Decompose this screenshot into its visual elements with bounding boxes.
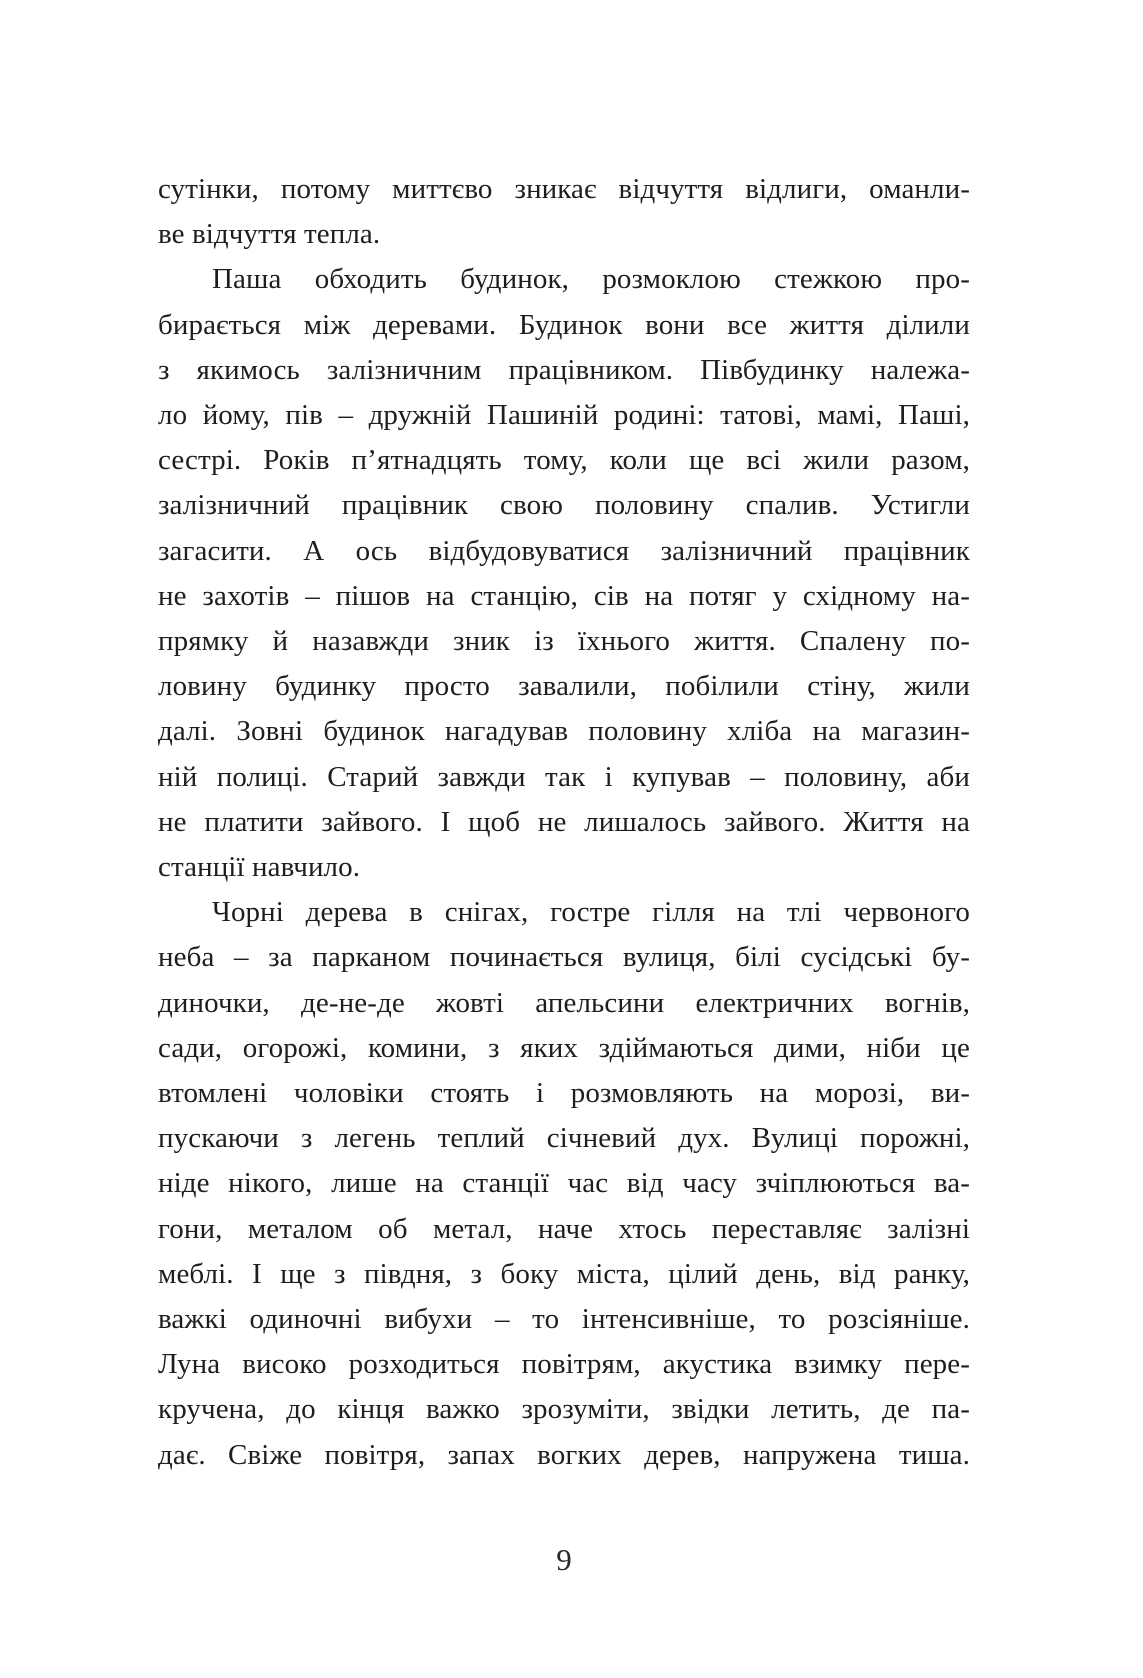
text-line: кручена, до кінця важко зрозуміти, звідки летить, де па- <box>158 1393 970 1426</box>
text-line: дає. Свіже повітря, запах вогких дерев, напружена тиша. <box>158 1438 970 1471</box>
text-line: сутінки, потому миттєво зникає відчуття відлиги, оманли- <box>158 173 970 205</box>
text-line: ніде нікого, лише на станції час від часу зчіплюються ва- <box>158 1167 970 1200</box>
text-line: гони, металом об метал, наче хтось переставляє залізні <box>158 1212 970 1245</box>
text-line: важкі одиночні вибухи – то інтенсивніше, то розсіяніше. <box>158 1303 970 1336</box>
text-line: не платити зайвого. І щоб не лишалось зайвого. Життя на <box>158 805 970 838</box>
text-line: меблі. І ще з півдня, з боку міста, цілий день, від ранку, <box>158 1257 970 1290</box>
text-line: не захотів – пішов на станцію, сів на потяг у східному на- <box>158 579 970 612</box>
text-line: пускаючи з легень теплий січневий дух. Вулиці порожні, <box>158 1122 970 1155</box>
text-line: ловину будинку просто завалили, побілили стіну, жили <box>158 670 970 703</box>
text-line: далі. Зовні будинок нагадував половину хліба на магазин- <box>158 715 970 748</box>
text-line: загасити. А ось відбудовуватися залізничний працівник <box>158 534 970 567</box>
text-line: з якимось залізничним працівником. Півбудинку належа- <box>158 353 970 386</box>
text-line: сестрі. Років п’ятнадцять тому, коли ще всі жили разом, <box>158 444 970 477</box>
body-text <box>158 167 970 1478</box>
text-line: Луна високо розходиться повітрям, акустика взимку пере- <box>158 1348 970 1381</box>
text-line: сади, огорожі, комини, з яких здіймаються дими, ніби це <box>158 1031 970 1064</box>
text-line: диночки, де-не-де жовті апельсини електричних вогнів, <box>158 986 970 1019</box>
text-line: неба – за парканом починається вулиця, білі сусідські бу- <box>158 941 970 974</box>
text-line: ве відчуття тепла. <box>158 218 381 251</box>
text-line: ло йому, пів – дружній Пашиній родині: татові, мамі, Паші, <box>158 399 970 432</box>
page-number: 9 <box>556 1542 572 1577</box>
text-line: бирається між деревами. Будинок вони все життя ділили <box>158 308 970 341</box>
text-line: прямку й назавжди зник із їхнього життя. Спалену по- <box>158 625 970 658</box>
text-line: Паша обходить будинок, розмоклою стежкою про- <box>212 263 970 296</box>
text-line: Чорні дерева в снігах, гостре гілля на тлі червоного <box>212 896 970 929</box>
text-line: втомлені чоловіки стоять і розмовляють на морозі, ви- <box>158 1077 970 1110</box>
text-line: станції навчило. <box>158 851 361 884</box>
text-line: залізничний працівник свою половину спалив. Устигли <box>158 489 970 522</box>
text-line: ній полиці. Старий завжди так і купував – половину, аби <box>158 760 970 793</box>
